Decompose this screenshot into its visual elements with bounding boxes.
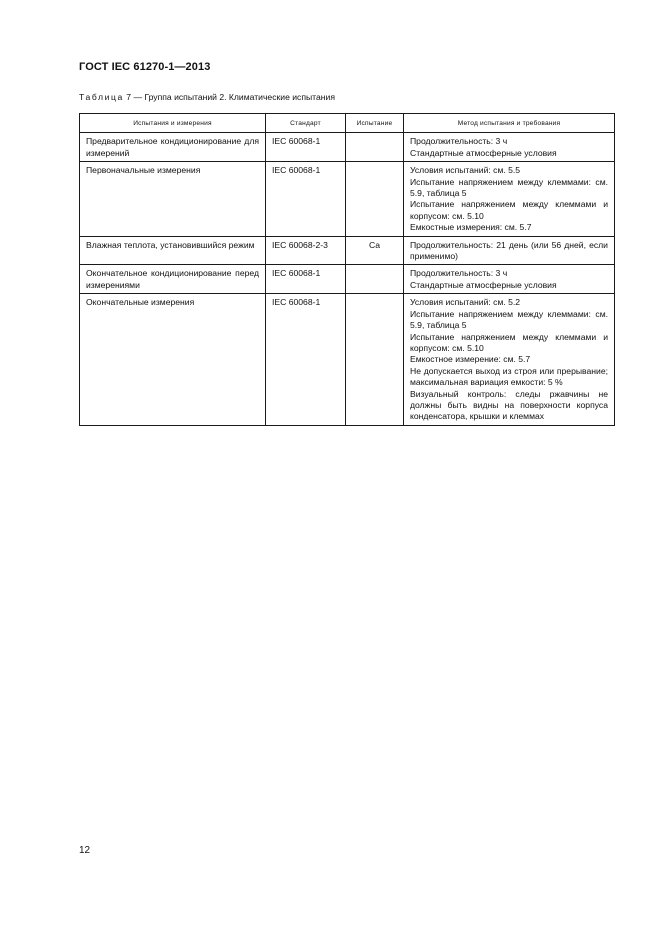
method-line: Стандартные атмосферные условия	[410, 147, 557, 158]
column-header-standard: Стандарт	[266, 114, 346, 133]
cell-test-name: Первоначальные измерения	[80, 162, 266, 236]
cell-method	[404, 236, 615, 265]
method-line: Испытание напряжением между клеммами: см. 5.9, таблица 5	[410, 176, 608, 199]
cell-test-name: Предварительное кондиционирование для измерений	[80, 133, 266, 162]
cell-test-code	[346, 265, 404, 294]
cell-standard: IEC 60068-2-3	[266, 236, 346, 265]
method-line: Продолжительность: 21 день (или 56 дней, если применимо)	[410, 239, 608, 262]
column-header-test-code: Испытание	[346, 114, 404, 133]
document-header: ГОСТ IEC 61270-1—2013	[79, 61, 211, 73]
method-line: Не допускается выход из строя или прерывание; максимальная вариация емкости: 5 %	[410, 365, 608, 388]
method-line: Испытание напряжением между клеммами: см. 5.9, таблица 5	[410, 308, 608, 331]
cell-test-name: Влажная теплота, установившийся режим	[80, 236, 266, 265]
table-header-row	[80, 114, 615, 133]
climatic-tests-table	[79, 113, 615, 426]
cell-test-name: Окончательные измерения	[80, 294, 266, 425]
table-caption-label: Таблица	[79, 92, 124, 102]
cell-method	[404, 294, 615, 425]
method-line: Стандартные атмосферные условия	[410, 279, 557, 290]
cell-test-name: Окончательное кондиционирование перед измерениями	[80, 265, 266, 294]
cell-test-code	[346, 294, 404, 425]
cell-standard: IEC 60068-1	[266, 133, 346, 162]
cell-method	[404, 162, 615, 236]
cell-test-code	[346, 162, 404, 236]
cell-method	[404, 265, 615, 294]
method-line: Продолжительность: 3 ч	[410, 136, 508, 147]
column-header-method: Метод испытания и требования	[404, 114, 615, 133]
column-header-tests: Испытания и измерения	[80, 114, 266, 133]
table-row	[80, 133, 615, 162]
table-row	[80, 162, 615, 236]
table-row	[80, 236, 615, 265]
method-line: Визуальный контроль: следы ржавчины не должны быть видны на поверхности корпуса конденсатора, крышки и клеммах	[410, 388, 608, 422]
table-caption-text: 7 — Группа испытаний 2. Климатические испытания	[123, 92, 335, 102]
cell-method	[404, 133, 615, 162]
method-line: Испытание напряжением между клеммами и корпусом: см. 5.10	[410, 331, 608, 353]
table-row	[80, 265, 615, 294]
cell-test-code: Ca	[346, 236, 404, 265]
method-line: Емкостные измерения: см. 5.7	[410, 222, 532, 233]
cell-test-code	[346, 133, 404, 162]
table-row	[80, 294, 615, 425]
cell-standard: IEC 60068-1	[266, 162, 346, 236]
method-line: Продолжительность: 3 ч	[410, 268, 508, 279]
method-line: Условия испытаний: см. 5.2	[410, 297, 521, 308]
method-line: Испытание напряжением между клеммами и корпусом: см. 5.10	[410, 199, 608, 221]
method-line: Емкостное измерение: см. 5.7	[410, 354, 531, 365]
method-line: Условия испытаний: см. 5.5	[410, 165, 521, 176]
page-number: 12	[79, 845, 91, 856]
cell-standard: IEC 60068-1	[266, 265, 346, 294]
cell-standard: IEC 60068-1	[266, 294, 346, 425]
table-caption	[79, 92, 335, 102]
